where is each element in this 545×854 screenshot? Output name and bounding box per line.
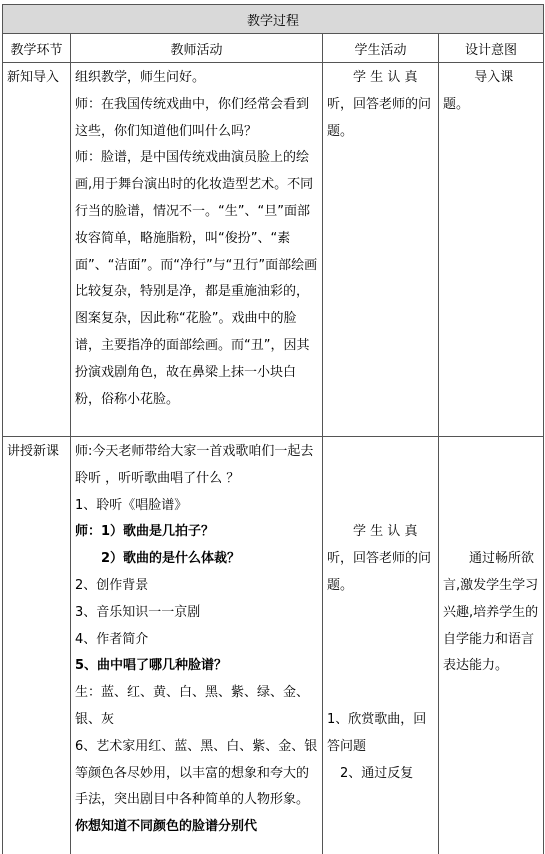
spacer — [327, 680, 434, 707]
spacer — [443, 493, 539, 520]
intent-cell — [439, 437, 544, 854]
student-line: 听，回答老师的问题。 — [327, 551, 432, 593]
teacher-line: 2）歌曲的是什么体裁？ — [101, 551, 241, 567]
teacher-line: 生：蓝、红、黄、白、黑、紫、绿、金、银、灰 — [75, 685, 310, 727]
student-cell — [323, 63, 439, 437]
student-line: 学生认真 — [353, 524, 422, 540]
spacer — [327, 493, 434, 520]
spacer — [327, 627, 434, 654]
teacher-line: 你想知道不同颜色的脸谱分别代 — [75, 819, 258, 835]
header-row — [3, 34, 544, 63]
spacer — [443, 466, 539, 493]
stage-cell: 讲授新课 — [3, 437, 71, 854]
student-cell — [323, 437, 439, 854]
teacher-line: 4、作者简介 — [75, 631, 149, 647]
teacher-cell — [71, 63, 323, 437]
table-title: 教学过程 — [3, 5, 544, 34]
teacher-line: 1、聆听《唱脸谱》 — [75, 497, 188, 513]
lesson-table — [2, 4, 544, 854]
stage-cell: 新知导入 — [3, 63, 71, 437]
student-line: 2、通过反复 — [340, 765, 414, 781]
header-student: 学生活动 — [323, 34, 439, 63]
spacer — [443, 439, 539, 466]
intent-text: 导入课题。 — [443, 70, 514, 112]
teacher-line: 师：在我国传统戏曲中，你们经常会看到这些，你们知道他们叫什么吗？ — [75, 96, 310, 139]
student-line: 1、欣赏歌曲，回答问题 — [327, 711, 427, 754]
teacher-line: 组织教学，师生问好。 — [75, 70, 206, 85]
table-row — [3, 437, 544, 854]
spacer — [327, 653, 434, 680]
student-line: 学生认真 — [353, 70, 422, 85]
table-row — [3, 63, 544, 437]
header-teacher: 教师活动 — [71, 34, 323, 63]
teacher-line: 2、创作背景 — [75, 577, 149, 593]
intent-cell — [439, 63, 544, 437]
header-intent: 设计意图 — [439, 34, 544, 63]
teacher-line: 3、音乐知识一一京剧 — [75, 604, 201, 620]
teacher-line: 6、艺术家用红、蓝、黑、白、紫、金、银等颜色各尽妙用，以丰富的想象和夸大的手法，突出剧目中各种简单的人物形象。 — [75, 738, 318, 808]
intent-text: 通过畅所欲言,激发学生学习兴趣,培养学生的自学能力和语言表达能力。 — [443, 551, 539, 674]
spacer — [443, 519, 539, 546]
spacer — [327, 466, 434, 493]
spacer — [327, 439, 434, 466]
student-line: 听，回答老师的问题。 — [327, 96, 432, 139]
teacher-line: 师:今天老师带给大家一首戏歌咱们一起去聆听 ，听听歌曲唱了什么 ？ — [75, 444, 314, 486]
teacher-line: 5、曲中唱了哪几种脸谱？ — [75, 658, 228, 674]
teacher-line: 师：1）歌曲是几拍子？ — [75, 524, 215, 540]
teacher-line: 师：脸谱，是中国传统戏曲演员脸上的绘画,用于舞台演出时的化妆造型艺术。不同行当的脸谱，情况不一。“生”、“旦”面部妆容简单，略施脂粉，叫“俊扮”、“素面”、“洁面”。而“净行”与“丑行”面部绘画比较复杂，特别是净，都是重施油彩的，图案复杂，因此称“花脸”。戏曲中的脸谱，主要指净的面部绘画。而“丑”，因其扮演戏剧角色，故在鼻梁上抹一小块白粉，俗称小花脸。 — [75, 150, 318, 407]
header-stage: 教学环节 — [3, 34, 71, 63]
teacher-cell — [71, 437, 323, 854]
spacer — [327, 600, 434, 627]
